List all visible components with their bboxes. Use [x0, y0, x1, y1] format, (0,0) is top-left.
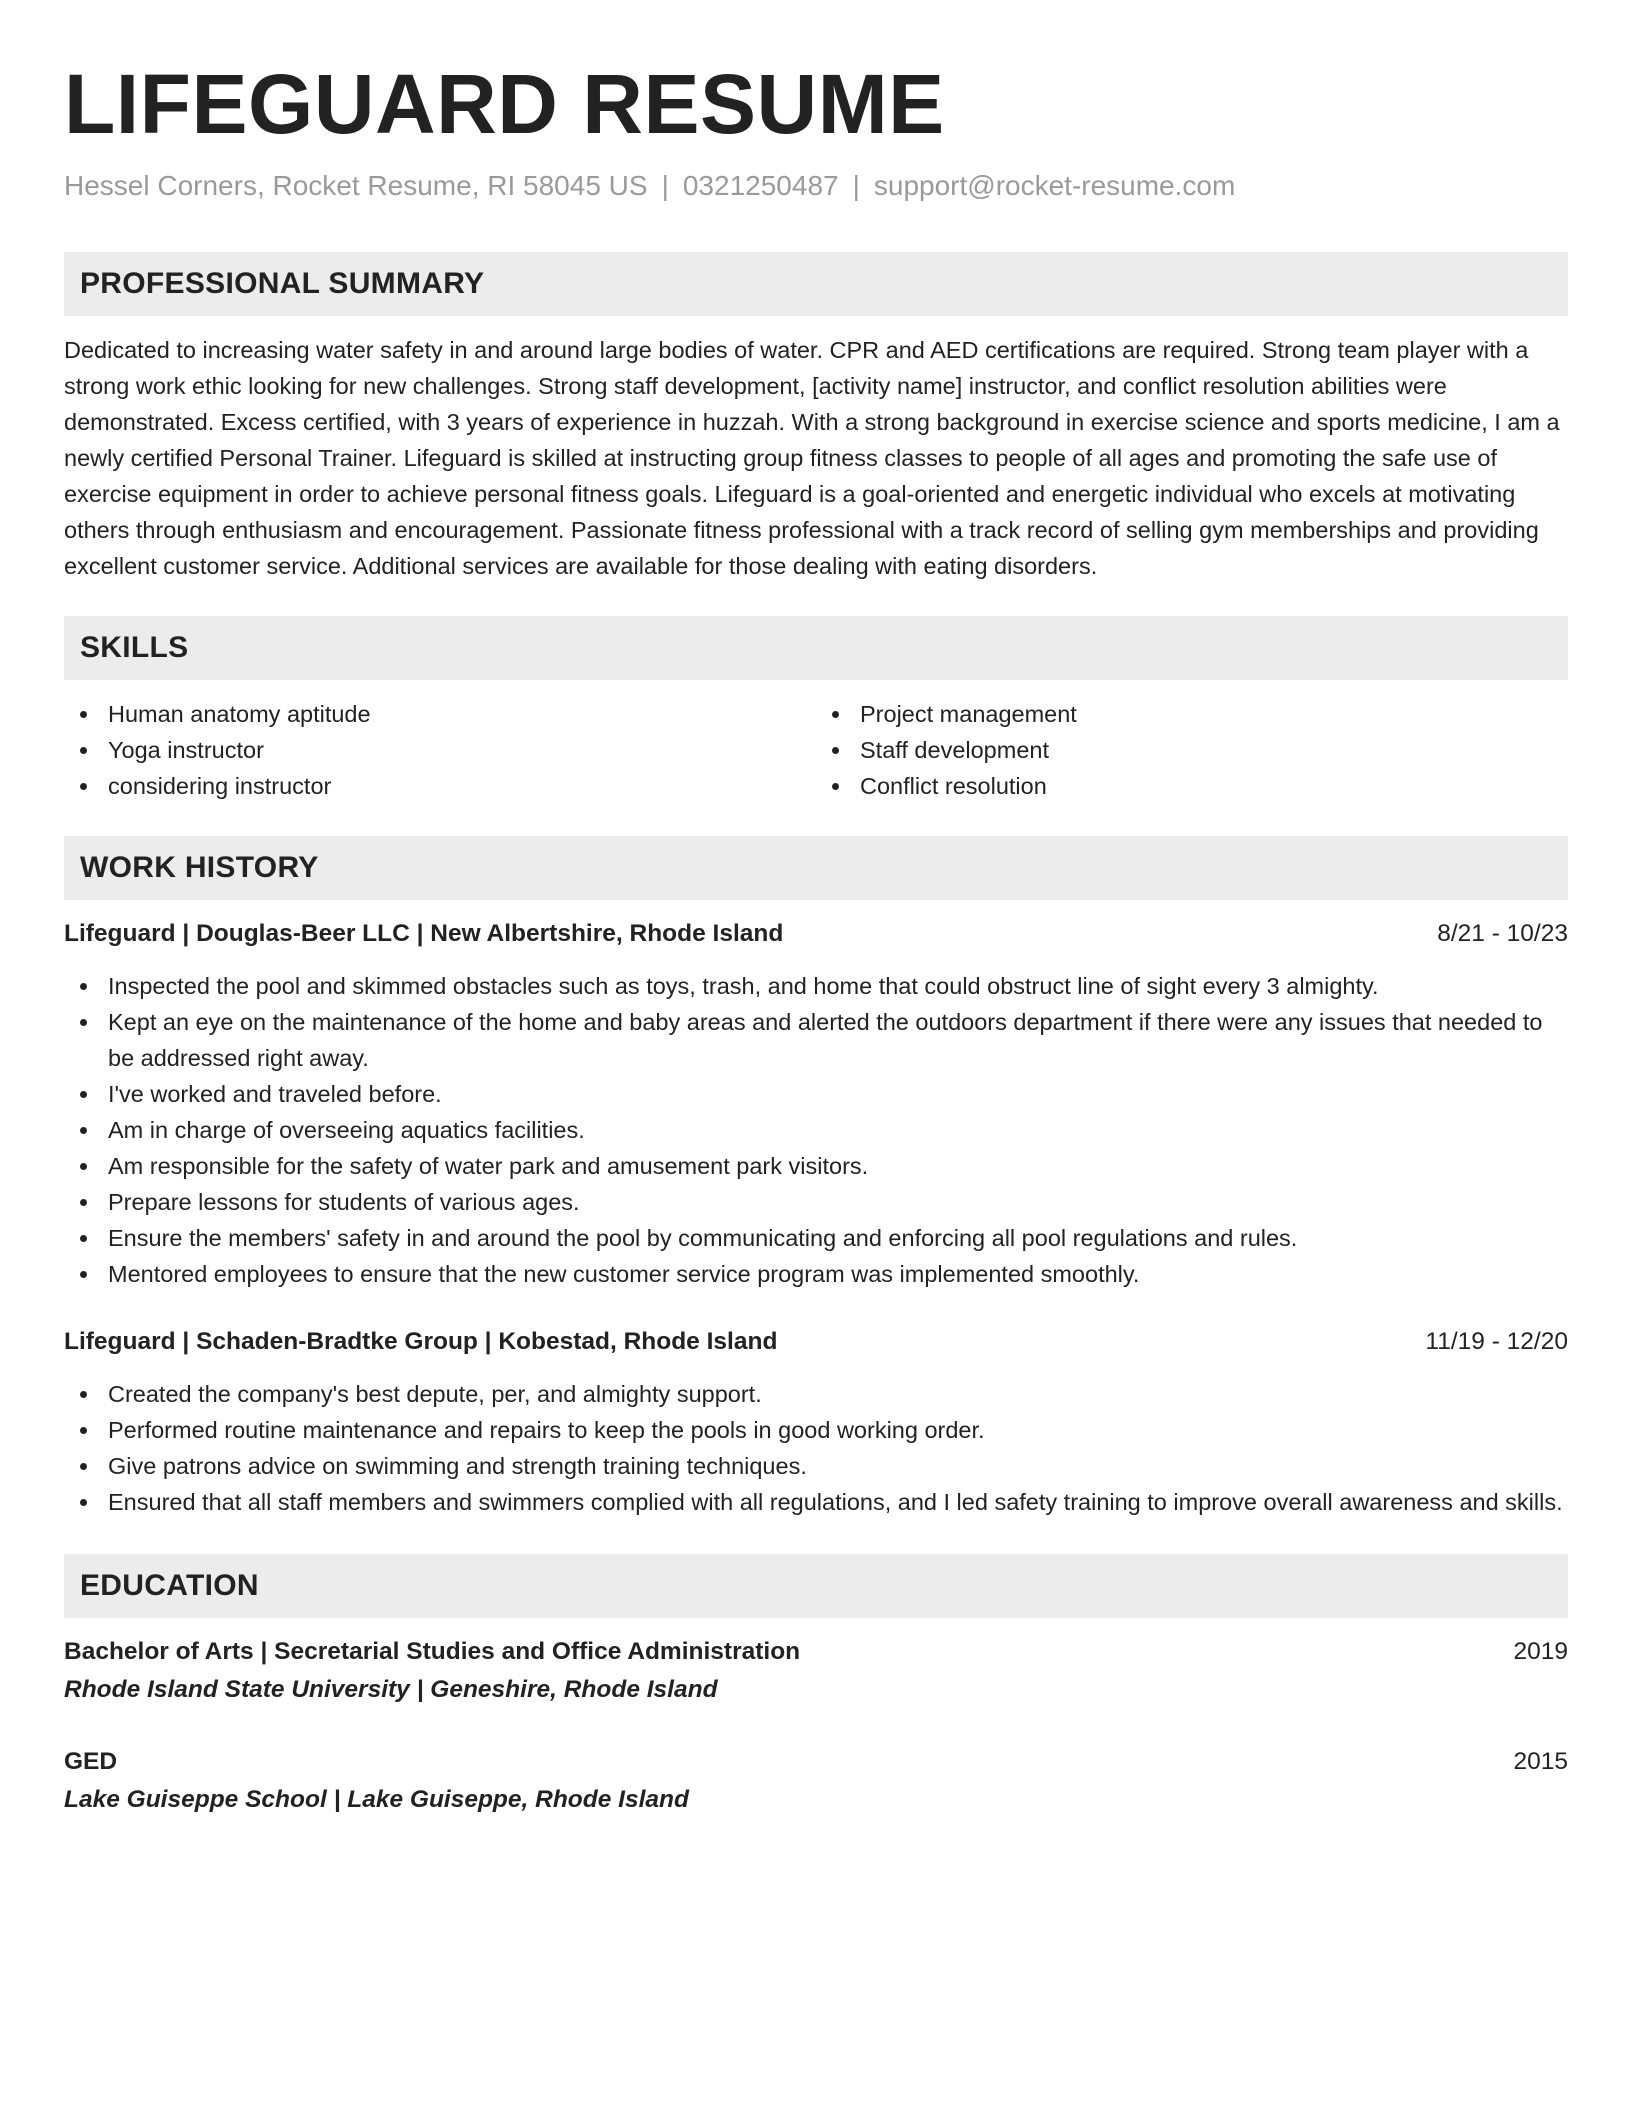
- section-header-education: EDUCATION: [64, 1554, 1568, 1618]
- skill-item: Project management: [816, 696, 1568, 732]
- job-bullet-list: [64, 1376, 1568, 1520]
- job-dates: 8/21 - 10/23: [1437, 920, 1568, 947]
- job-bullet: Inspected the pool and skimmed obstacles such as toys, trash, and home that could obstruct line of sight every 3 almighty.: [64, 968, 1568, 1004]
- job-bullet: Am in charge of overseeing aquatics facilities.: [64, 1112, 1568, 1148]
- job-header-row: [64, 916, 1568, 952]
- job-bullet-list: [64, 968, 1568, 1292]
- education-header-row: [64, 1744, 1568, 1780]
- summary-text: Dedicated to increasing water safety in and around large bodies of water. CPR and AED certifications are required. Strong team player with a strong work ethic looking for new challenges. Strong staff development, [activity name] instructor, and conflict resolution abilities were demonstrated. Excess certified, with 3 years of experience in huzzah. With a strong background in exercise science and sports medicine, I am a newly certified Personal Trainer. Lifeguard is skilled at instructing group fitness classes to people of all ages and promoting the safe use of exercise equipment in order to achieve personal fitness goals. Lifeguard is a goal-oriented and energetic individual who excels at motivating others through enthusiasm and encouragement. Passionate fitness professional with a track record of selling gym memberships and providing excellent customer service. Additional services are available for those dealing with eating disorders.: [64, 337, 1560, 579]
- education-degree: GED: [64, 1748, 118, 1775]
- job-title: Lifeguard | Douglas-Beer LLC | New Albertshire, Rhode Island: [64, 920, 784, 947]
- contact-separator: |: [852, 170, 860, 201]
- resume-title: LIFEGUARD RESUME: [64, 57, 945, 151]
- skill-item: Yoga instructor: [64, 732, 816, 768]
- education-school: Rhode Island State University | Geneshire, Rhode Island: [64, 1676, 718, 1703]
- skill-item: considering instructor: [64, 768, 816, 804]
- contact-line: [64, 168, 1568, 204]
- contact-phone: 0321250487: [682, 170, 839, 201]
- job-bullet: Prepare lessons for students of various ages.: [64, 1184, 1568, 1220]
- job-bullet: Ensured that all staff members and swimmers complied with all regulations, and I led safety training to improve overall awareness and skills.: [64, 1484, 1568, 1520]
- education-entry: [64, 1744, 1568, 1818]
- section-header-skills: SKILLS: [64, 616, 1568, 680]
- education-school: Lake Guiseppe School | Lake Guiseppe, Rhode Island: [64, 1786, 689, 1813]
- section-header-summary: PROFESSIONAL SUMMARY: [64, 252, 1568, 316]
- education-entry: [64, 1634, 1568, 1708]
- skill-item: Staff development: [816, 732, 1568, 768]
- contact-separator: |: [661, 170, 669, 201]
- education-year: 2019: [1513, 1638, 1568, 1665]
- job-title: Lifeguard | Schaden-Bradtke Group | Kobestad, Rhode Island: [64, 1328, 778, 1355]
- job-dates: 11/19 - 12/20: [1425, 1328, 1568, 1355]
- job-bullet: Created the company's best depute, per, and almighty support.: [64, 1376, 1568, 1412]
- section-header-work-history: WORK HISTORY: [64, 836, 1568, 900]
- skill-item: Conflict resolution: [816, 768, 1568, 804]
- job-bullet: Ensure the members' safety in and around the pool by communicating and enforcing all pool regulations and rules.: [64, 1220, 1568, 1256]
- education-header-row: [64, 1634, 1568, 1670]
- skills-column-right: [816, 696, 1568, 804]
- education-degree: Bachelor of Arts | Secretarial Studies and Office Administration: [64, 1638, 801, 1665]
- job-header-row: [64, 1324, 1568, 1360]
- job-bullet: Kept an eye on the maintenance of the home and baby areas and alerted the outdoors department if there were any issues that needed to be addressed right away.: [64, 1004, 1568, 1076]
- job-entry: [64, 1324, 1568, 1520]
- contact-email: support@rocket-resume.com: [873, 170, 1236, 201]
- skills-grid: [64, 696, 1568, 804]
- job-entry: [64, 916, 1568, 1292]
- skills-column-left: [64, 696, 816, 804]
- job-bullet: Give patrons advice on swimming and strength training techniques.: [64, 1448, 1568, 1484]
- job-bullet: Am responsible for the safety of water park and amusement park visitors.: [64, 1148, 1568, 1184]
- job-bullet: I've worked and traveled before.: [64, 1076, 1568, 1112]
- job-bullet: Mentored employees to ensure that the new customer service program was implemented smoothly.: [64, 1256, 1568, 1292]
- skill-item: Human anatomy aptitude: [64, 696, 816, 732]
- contact-address: Hessel Corners, Rocket Resume, RI 58045 US: [64, 170, 648, 201]
- education-year: 2015: [1513, 1748, 1568, 1775]
- job-bullet: Performed routine maintenance and repairs to keep the pools in good working order.: [64, 1412, 1568, 1448]
